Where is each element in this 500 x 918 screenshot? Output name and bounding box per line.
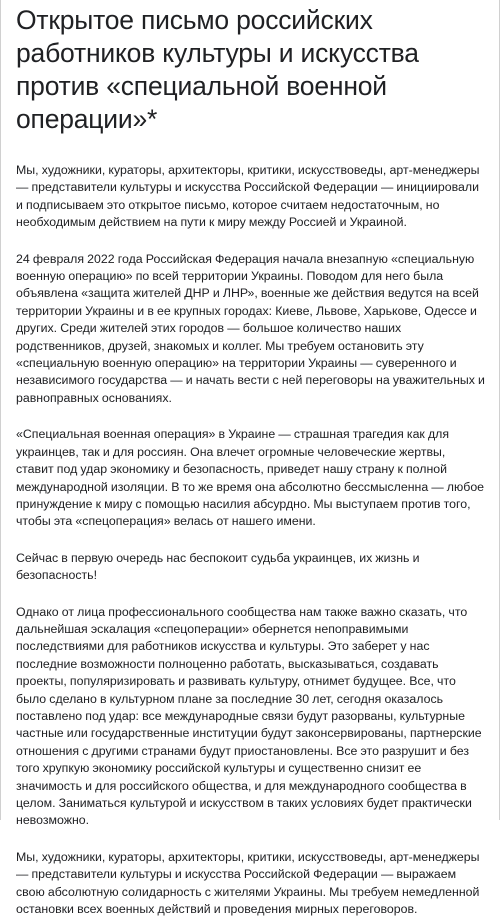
- paragraph-3: «Специальная военная операция» в Украине — страшная трагедия как для украинцев, так и для россиян. Она влечет огромные человеческие жертвы, ставит под удар экономику и безопасность, приведет нашу страну к полной международной изоляции. В то же время она абсолютно бессмысленна — любое принуждение к миру с помощью насилия абсурдно. Мы выступаем против того, чтобы эта «спецоперация» велась от нашего имени.: [16, 427, 485, 529]
- document-body: [16, 162, 486, 918]
- paragraph-4: Сейчас в первую очередь нас беспокоит судьба украинцев, их жизнь и безопасность!: [16, 550, 420, 583]
- paragraph-5: Однако от лица профессионального сообщества нам также важно сказать, что дальнейшая эскалация «спецоперации» обернется непоправимыми последствиями для работников искусства и культуры. Это заберет у нас последние возможности полноценно работать, высказываться, создавать проекты, популяризировать и развивать культуру, отнимет будущее. Все, что было сделано в культурном плане за последние 30 лет, сегодня оказалось поставлено под удар: все международные связи будут разорваны, культурные частные или государственные институции будут законсервированы, партнерские отношения с другими странами будут приостановлены. Все это разрушит и без того хрупкую экономику российской культуры и существенно снизит ее значимость и для российского общества, и для международного сообщества в целом. Заниматься культурой и искусством в таких условиях будет практически невозможно.: [16, 604, 482, 828]
- paragraph-6: Мы, художники, кураторы, архитекторы, критики, искусствоведы, арт-менеджеры — представители культуры и искусства Российской Федерации — выражаем свою абсолютную солидарность с жителями Украины. Мы требуем немедленной остановки всех военных действий и проведения мирных переговоров.: [16, 849, 480, 917]
- paragraph-2: 24 февраля 2022 года Российская Федерация начала внезапную «специальную военную операцию» по всей территории Украины. Поводом для него была объявлена «защита жителей ДНР и ЛНР», военные же действия ведутся на всей территории Украины и в ее крупных городах: Киеве, Львове, Харькове, Одессе и других. Среди жителей этих городов — большое количество наших родственников, друзей, знакомых и коллег. Мы требуем остановить эту «специальную военную операцию» на территории Украины — суверенного и независимого государства — и начать вести с ней переговоры на уважительных и равноправных основаниях.: [16, 251, 485, 405]
- document-title: Открытое письмо российских работников культуры и искусства против «специальной военной операции»*: [16, 5, 419, 134]
- paragraph-1: Мы, художники, кураторы, архитекторы, критики, искусствоведы, арт-менеджеры — представители культуры и искусства Российской Федерации — инициировали и подписываем это открытое письмо, которое считаем недостаточным, но необходимым действием на пути к миру между Россией и Украиной.: [16, 163, 480, 230]
